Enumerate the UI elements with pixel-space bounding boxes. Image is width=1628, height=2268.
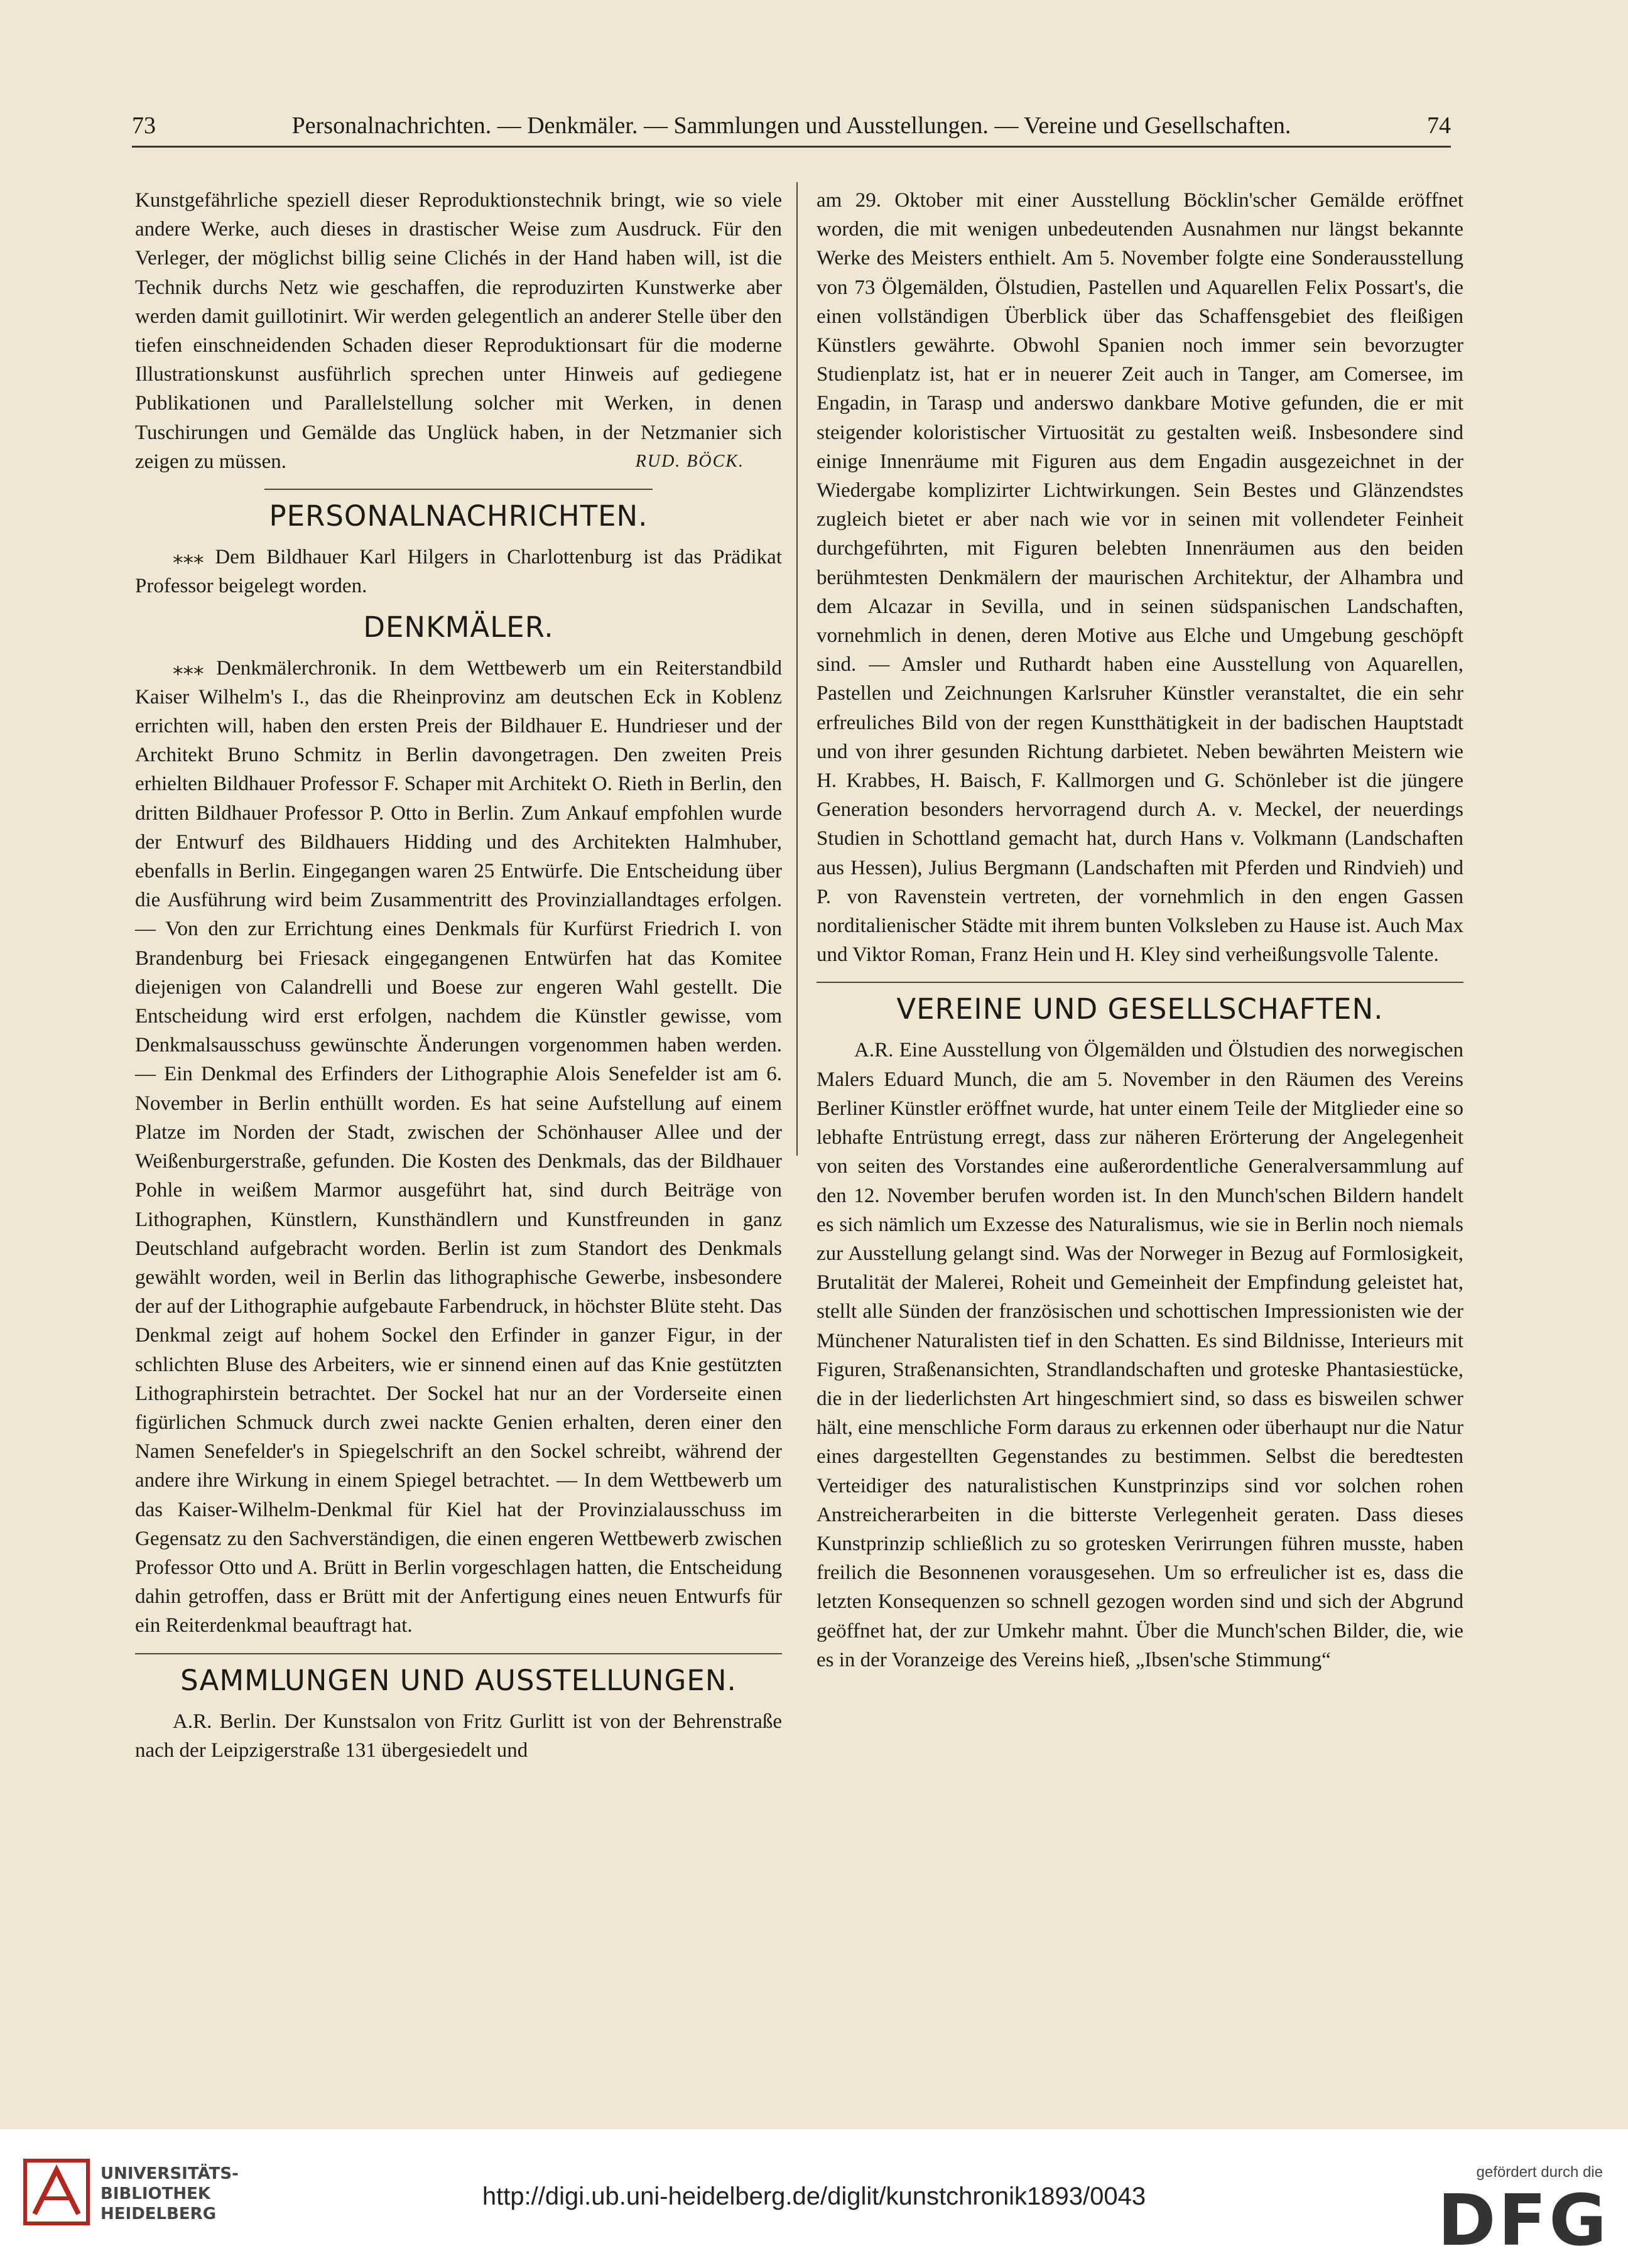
sammlungen-text: A.R. Berlin. Der Kunstsalon von Fritz Gurlitt ist von der Behrenstraße nach der Leipzigerstraße 131 übergesiedelt und xyxy=(135,1710,782,1762)
sammlungen-continued-text: am 29. Oktober mit einer Ausstellung Böcklin'scher Gemälde eröffnet worden, die mit wenigen unbedeutenden Ausnahmen nur längst bekannte Werke des Meisters enthielt. Am 5. November folgte eine Sonderausstellung von 73 Ölgemälden, Ölstudien, Pastellen und Aquarellen Felix Possart's, die einen vollständigen Überblick über das Schaffensgebiet des fleißigen Künstlers gewährte. Obwohl Spanien noch immer sein bevorzugter Studienplatz ist, hat er in neuerer Zeit auch in Tanger, am Comersee, im Engadin, in Tarasp und anderswo dankbare Motive gefunden, die er mit steigender koloristischer Virtuosität zu gestalten weiß. Insbesondere sind einige Innenräume mit Figuren aus dem Engadin ausgezeichnet in der Wiedergabe komplizirter Lichtwirkungen. Sein Bestes und Glänzendstes zugleich bietet er aber nach wie vor in seinen mit vollendeter Feinheit durchgeführten, mit Figuren belebten Innenräumen aus den beiden berühmtesten Denkmälern der maurischen Architektur, der Alhambra und dem Alcazar in Sevilla, und in seinen südspanischen Landschaften, vornehmlich in denen, deren Motive aus Elche und Umgebung geschöpft sind. — Amsler und Ruthardt haben eine Ausstellung von Aquarellen, Pastellen und Zeichnungen Karlsruher Künstler veranstaltet, die ein sehr erfreuliches Bild von der regen Kunstthätigkeit in der badischen Hauptstadt und von ihrer gesunden Richtung darbietet. Neben bewährten Meistern wie H. Krabbes, H. Baisch, F. Kallmorgen und G. Schönleber ist die jüngere Generation besonders hervorragend durch A. v. Meckel, der neuerdings Studien in Schottland gemacht hat, durch Hans v. Volkmann (Landschaften aus Hessen), Julius Bergmann (Landschaften mit Pferden und Rindvieh) und P. von Ravenstein vertreten, der vornehmlich in den engen Gassen norditalienischer Städte mit ihrem bunten Volksleben zu Hause ist. Auch Max und Viktor Roman, Franz Hein und H. Kley sind verheißungsvolle Talente. xyxy=(817,189,1463,967)
library-name-line: UNIVERSITÄTS- xyxy=(100,2164,239,2183)
source-url-link[interactable]: http://digi.ub.uni-heidelberg.de/diglit/kunstchronik1893/0043 xyxy=(482,2183,1146,2210)
funded-by-label: gefördert durch die xyxy=(1476,2164,1603,2181)
author-signature: RUD. BÖCK. xyxy=(635,452,744,472)
running-title: Personalnachrichten. — Denkmäler. — Sammlungen und Ausstellungen. — Vereine und Gesellschaften. xyxy=(291,112,1291,139)
running-header xyxy=(132,112,1451,156)
vereine-text: A.R. Eine Ausstellung von Ölgemälden und Ölstudien des norwegischen Malers Eduard Munch, die am 5. November in den Räumen des Vereins Berliner Künstler eröffnet wurde, hat unter einem Teile der Mitglieder eine so lebhafte Entrüstung erregt, dass zur näheren Erörterung der Angelegenheit von seiten des Vorstandes eine außerordentliche Generalversammlung auf den 12. November berufen worden ist. In den Munch'schen Bildern handelt es sich nämlich um Exzesse des Naturalismus, wie sie in Berlin noch niemals zur Ausstellung gelangt sind. Was der Norweger in Bezug auf Formlosigkeit, Brutalität der Malerei, Roheit und Gemeinheit der Empfindung geleistet hat, stellt alle Sünden der französischen und schottischen Impressionisten wie der Münchener Naturalisten tief in den Schatten. Es sind Bildnisse, Interieurs mit Figuren, Straßenansichten, Strandlandschaften und groteske Phantasiestücke, die in der liederlichsten Art hingeschmiert sind, so dass es bisweilen schwer hält, eine menschliche Form daraus zu erkennen oder überhaupt nur die Natur eines dargestellten Gegenstandes zu bestimmen. Selbst die beredtesten Verteidiger des naturalistischen Kunstprinzips sind vor solchen rohen Anstreicherarbeiten in die bitterste Verlegenheit geraten. Dass dieses Kunstprinzip schließlich zu so grotesken Verirrungen führen musste, haben freilich die Besonnenen vorausgesehen. Um so erfreulicher ist es, dass die letzten Konsequenzen so schnell gezogen worden sind und sich der Abgrund geöffnet hat, der zur Umkehr mahnt. Über die Munch'schen Bilder, die, wie es in der Voranzeige des Vereins hieß, „Ibsen'sche Stimmung“ xyxy=(817,1039,1463,1671)
library-name-line: BIBLIOTHEK xyxy=(100,2184,211,2203)
column-rule xyxy=(796,182,798,1156)
section-heading-sammlungen: SAMMLUNGEN UND AUSSTELLUNGEN. xyxy=(180,1663,737,1697)
page-number-left: 73 xyxy=(132,112,156,139)
denkmaeler-text: ⁎⁎⁎ Denkmälerchronik. In dem Wettbewerb um ein Reiterstandbild Kaiser Wilhelm's I., das die Rheinprovinz am deutschen Eck in Koblenz errichten will, haben den ersten Preis der Bildhauer E. Hundrieser und der Architekt Bruno Schmitz in Berlin davongetragen. Den zweiten Preis erhielten Bildhauer Professor F. Schaper mit Architekt O. Rieth in Berlin, den dritten Bildhauer Professor P. Otto in Berlin. Zum Ankauf empfohlen wurde der Entwurf des Bildhauers Hidding und des Architekten Halmhuber, ebenfalls in Berlin. Eingegangen waren 25 Entwürfe. Die Entscheidung über die Ausführung wird beim Zusammentritt des Provinziallandtages erfolgen. — Von den zur Errichtung eines Denkmals für Kurfürst Friedrich I. von Brandenburg bei Friesack eingegangenen Entwürfen hat das Komitee diejenigen von Calandrelli und Boese zur engeren Wahl gestellt. Die Entscheidung wird erst erfolgen, nachdem die Künstler gewisse, vom Denkmalsausschuss gewünschte Änderungen vorgenommen haben werden. — Ein Denkmal des Erfinders der Lithographie Alois Senefelder ist am 6. November in Berlin enthüllt worden. Es hat seine Aufstellung auf einem Platze im Norden der Stadt, zwischen der Schönhauser Allee und der Weißenburgerstraße, gefunden. Die Kosten des Denkmals, das der Bildhauer Pohle in weißem Marmor ausgeführt hat, sind durch Beiträge von Lithographen, Künstlern, Kunsthändlern und Kunstfreunden in ganz Deutschland aufgebracht worden. Berlin ist zum Standort des Denkmals gewählt worden, weil in Berlin das lithographische Gewerbe, insbesondere der auf der Lithographie aufgebaute Farbendruck, in höchster Blüte steht. Das Denkmal zeigt auf hohem Sockel den Erfinder in ganzer Figur, in der schlichten Bluse des Arbeiters, wie er sinnend einen auf das Knie gestützten Lithographirstein betrachtet. Der Sockel hat nur an der Vorderseite einen figürlichen Schmuck durch zwei nackte Genien erhalten, deren einer den Namen Senefelder's in Spiegelschrift an den Sockel schreibt, während der andere ihre Wirkung in einem Spiegel betrachtet. — In dem Wettbewerb um das Kaiser-Wilhelm-Denkmal für Kiel hat der Provinzialausschuss im Gegensatz zu den Sachverständigen, die einen engeren Wettbewerb zwischen Professor Otto und A. Brütt in Berlin vorgeschlagen hatten, die Entscheidung dahin getroffen, dass er Brütt mit der Anfertigung eines neuen Entwurfs für ein Reiterdenkmal beauftragt hat. xyxy=(135,656,782,1637)
dfg-logo: DFG xyxy=(1437,2180,1609,2262)
section-heading-vereine: VEREINE UND GESELLSCHAFTEN. xyxy=(896,992,1384,1026)
right-column xyxy=(817,186,1463,1674)
page-number-right: 74 xyxy=(1427,112,1451,139)
personalnachrichten-text: ⁎⁎⁎ Dem Bildhauer Karl Hilgers in Charlottenburg ist das Prädikat Professor beigelegt worden. xyxy=(135,546,782,598)
section-divider xyxy=(135,1653,782,1654)
header-rule xyxy=(132,146,1451,148)
left-column xyxy=(135,186,782,1765)
intro-paragraph: Kunstgefährliche speziell dieser Reproduktionstechnik bringt, wie so viele andere Werke, auch dieses in drastischer Weise zum Ausdruck. Für den Verleger, der möglichst billig seine Clichés in der Hand haben will, ist die Technik durchs Netz wie geschaffen, die reproduzirten Kunstwerke aber werden damit guillotinirt. Wir werden gelegentlich an anderer Stelle über den tiefen einschneidenden Schaden dieser Reproduktionsart für die moderne Illustrationskunst ausführlich sprechen unter Hinweis auf gediegene Publikationen und Parallelstellung solcher mit Werken, in denen Tuschirungen und Gemälde das Unglück haben, in der Netzmanier sich zeigen zu müssen. xyxy=(135,189,782,473)
library-name-line: HEIDELBERG xyxy=(100,2205,217,2223)
section-divider xyxy=(817,982,1463,983)
section-heading-personalnachrichten: PERSONALNACHRICHTEN. xyxy=(269,499,648,533)
digitization-footer xyxy=(0,2129,1628,2268)
section-divider xyxy=(264,489,653,490)
section-heading-denkmaeler: DENKMÄLER. xyxy=(363,610,554,644)
